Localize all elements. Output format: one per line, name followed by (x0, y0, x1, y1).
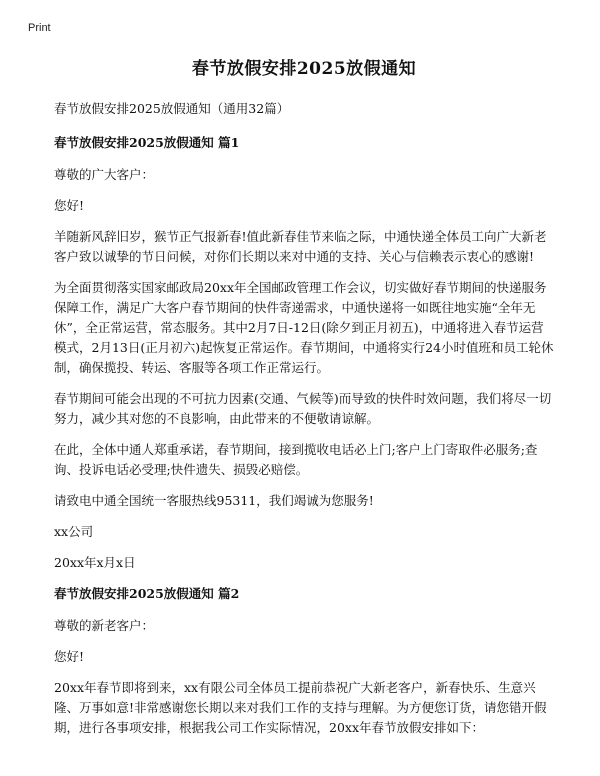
section-1-paragraph-4: 在此，全体中通人郑重承诺，春节期间，接到揽收电话必上门;客户上门寄取件必服务;查询、投诉电话必受理;快件遗失、损毁必赔偿。 (54, 442, 538, 477)
print-link[interactable]: Print (28, 22, 51, 34)
section-1-signature: xx公司 (54, 524, 94, 539)
section-1-paragraph-5: 请致电中通全国统一客服热线95311，我们竭诚为您服务! (54, 493, 374, 508)
section-1-greeting: 您好! (54, 198, 85, 213)
document-subtitle: 春节放假安排2025放假通知（通用32篇） (54, 101, 290, 116)
section-1-paragraph-2: 为全面贯彻落实国家邮政局20xx年全国邮政管理工作会议，切实做好春节期间的快递服务保障工作，满足广大客户春节期间的快件寄递需求，中通快递将一如既往地实施“全年无休”，全正常运营，常态服务。其中2月7日-12日(除夕到正月初五)，中通将进入春节运营模式，2月13日(正月初六)起恢复正常运作。春节期间，中通将实行24小时值班和员工轮休制，确保揽投、转运、客服等各项工作正常运行。 (54, 280, 554, 375)
page-title: 春节放假安排2025放假通知 (191, 59, 417, 79)
section-2-salutation: 尊敬的新老客户： (54, 618, 155, 633)
section-2-paragraph-1: 20xx年春节即将到来，xx有限公司全体员工提前恭祝广大新老客户，新春快乐、生意兴隆、万事如意!非常感谢您长期以来对我们工作的支持与理解。为方便您订货，请您错开假期，进行各事项安排，根据我公司工作实际情况，20xx年春节放假安排如下： (54, 680, 547, 735)
section-1-date: 20xx年x月x日 (54, 555, 136, 570)
section-1-paragraph-1: 羊随新风辞旧岁，猴节正气报新春!值此新春佳节来临之际，中通快递全体员工向广大新老客户致以诚挚的节日问候，对你们长期以来对中通的支持、关心与信赖表示衷心的感谢! (54, 229, 547, 264)
section-2-heading: 春节放假安排2025放假通知 篇2 (54, 586, 240, 601)
document (54, 54, 554, 749)
section-1-salutation: 尊敬的广大客户： (54, 167, 155, 182)
section-1-paragraph-3: 春节期间可能会出现的不可抗力因素(交通、气候等)而导致的快件时效问题，我们将尽一切努力，减少其对您的不良影响，由此带来的不便敬请谅解。 (54, 391, 552, 426)
section-2-greeting: 您好! (54, 649, 85, 664)
section-1-heading: 春节放假安排2025放假通知 篇1 (54, 135, 240, 150)
